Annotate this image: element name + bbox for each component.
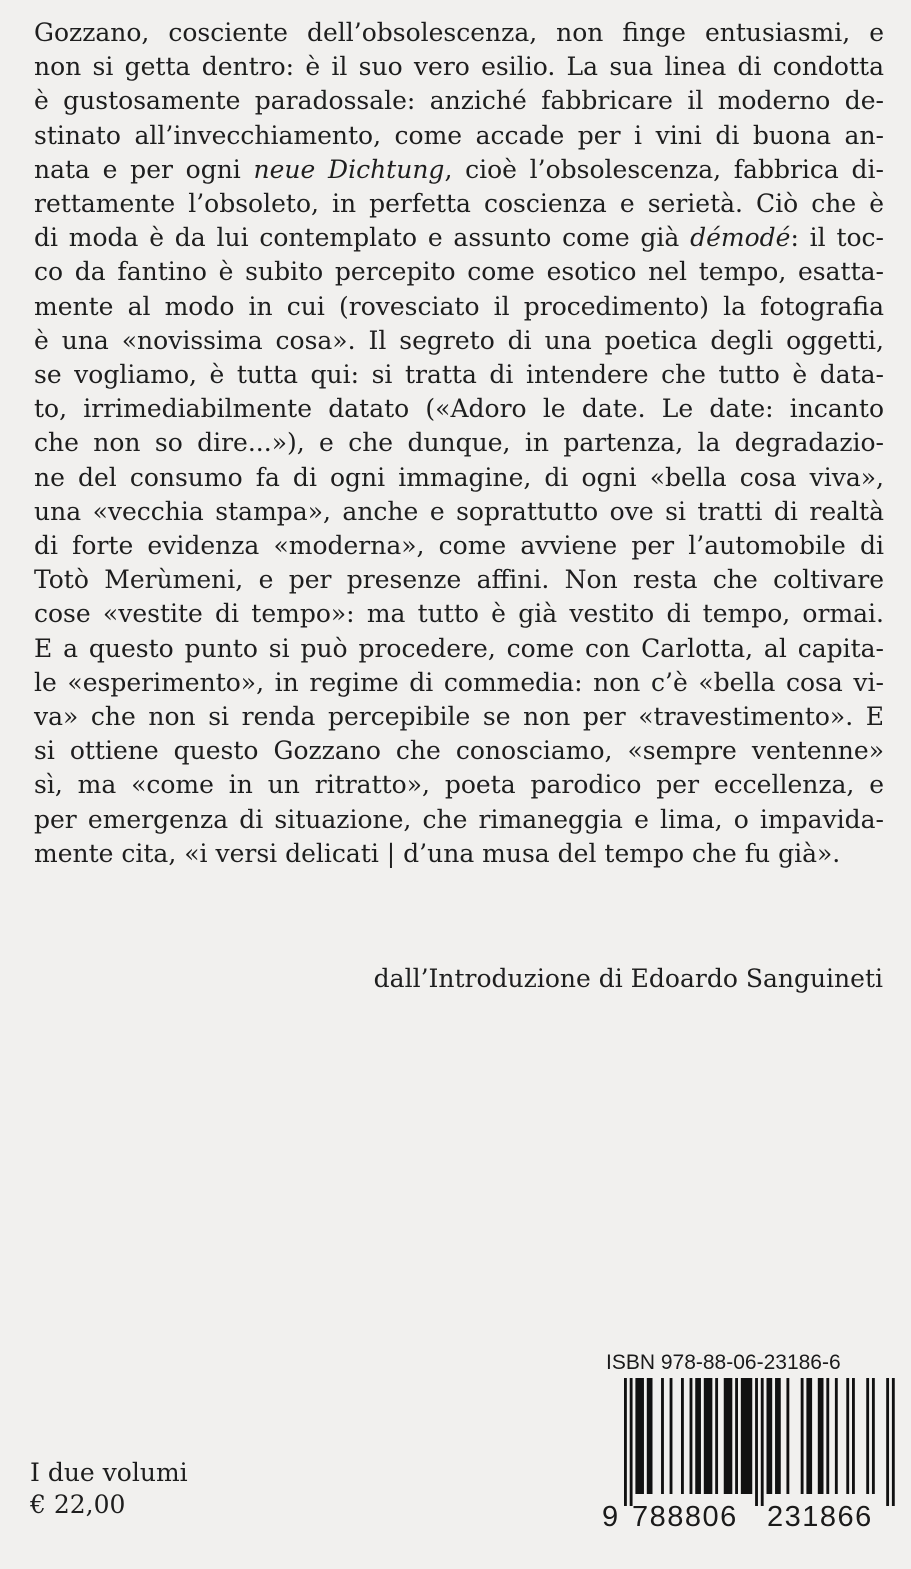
blurb-segment: non si getta dentro: è il suo vero esilio. La sua linea di condotta — [34, 52, 884, 82]
blurb-segment: le «esperimento», in regime di commedia: non c’è «bella cosa vi- — [34, 667, 884, 697]
blurb-segment: che non so dire...»), e che dunque, in partenza, la degradazio- — [34, 428, 884, 458]
blurb-line — [34, 187, 884, 221]
barcode-bar — [835, 1378, 838, 1494]
blurb-line — [34, 16, 884, 50]
barcode-bar — [786, 1378, 789, 1494]
blurb-line — [34, 734, 884, 768]
blurb-segment: Gozzano, cosciente dell’obsolescenza, non finge entusiasmi, e — [34, 18, 884, 47]
blurb-line — [34, 290, 884, 324]
blurb-segment: ne del consumo fa di ogni immagine, di ogni «bella cosa viva», — [34, 462, 884, 492]
blurb-line — [34, 768, 884, 802]
blurb-segment: cose «vestite di tempo»: ma tutto è già vestito di tempo, ormai. — [34, 599, 884, 629]
blurb-segment: Totò Merùmeni, e per presenze affini. Non resta che coltivare — [34, 565, 884, 595]
blurb-segment: se vogliamo, è tutta qui: si tratta di intendere che tutto è data- — [34, 360, 884, 390]
blurb-line — [34, 461, 884, 495]
barcode-bar — [846, 1378, 849, 1494]
barcode-bar — [826, 1378, 829, 1494]
blurb-line — [34, 392, 884, 426]
barcode-digit-first: 9 — [602, 1501, 619, 1533]
blurb-line — [34, 153, 884, 187]
blurb-segment: , cioè l’obsolescenza, fabbrica di- — [444, 154, 884, 184]
blurb-line — [34, 221, 884, 255]
blurb-segment: si ottiene questo Gozzano che conosciamo, «sempre ventenne» — [34, 736, 884, 766]
blurb-segment: per emergenza di situazione, che rimaneggia e lima, o impavida- — [34, 804, 884, 834]
blurb-segment: di forte evidenza «moderna», come avviene per l’automobile di — [34, 531, 884, 561]
blurb-segment: una «vecchia stampa», anche e soprattutto ove si tratti di realtà — [34, 496, 884, 526]
blurb-line — [34, 426, 884, 460]
barcode-bar — [661, 1378, 664, 1494]
blurb-segment: co da fantino è subito percepito come esotico nel tempo, esatta- — [34, 257, 884, 287]
blurb-segment: è gustosamente paradossale: anziché fabbricare il moderno de- — [34, 86, 884, 116]
barcode-bar — [647, 1378, 653, 1494]
barcode-bar — [818, 1378, 824, 1494]
blurb-line — [34, 837, 884, 871]
barcode-bar — [872, 1378, 875, 1494]
blurb-segment: mente cita, «i versi delicati | d’una musa del tempo che fu già». — [34, 838, 841, 868]
barcode-bar — [767, 1378, 773, 1494]
blurb-line — [34, 50, 884, 84]
barcode-bar — [866, 1378, 869, 1494]
barcode-digits-left: 788806 — [632, 1501, 738, 1533]
blurb-line — [34, 563, 884, 597]
barcode-guard-bar — [892, 1378, 895, 1506]
blurb-line — [34, 632, 884, 666]
barcode-bar — [715, 1378, 718, 1494]
barcode-guard-bar — [755, 1378, 758, 1506]
blurb-line — [34, 119, 884, 153]
blurb-segment: va» che non si renda percepibile se non per «travestimento». E — [34, 702, 884, 732]
blurb-line — [34, 255, 884, 289]
blurb-segment: nata e per ogni — [34, 154, 254, 184]
barcode-bar — [806, 1378, 812, 1494]
barcode-bar — [775, 1378, 781, 1494]
blurb-line — [34, 358, 884, 392]
barcode-guard-bar — [630, 1378, 633, 1506]
blurb-segment: : il toc- — [790, 223, 884, 253]
blurb-italic-phrase: démodé — [690, 223, 791, 253]
barcode-bar — [690, 1378, 693, 1494]
barcode-guard-bar — [761, 1378, 764, 1506]
barcode-guard-bar — [624, 1378, 627, 1506]
barcode-bar — [741, 1378, 752, 1494]
blurb-line — [34, 84, 884, 118]
barcode-bar — [704, 1378, 713, 1494]
blurb-segment: di moda è da lui contemplato e assunto come già — [34, 223, 691, 253]
blurb-text — [34, 16, 884, 871]
blurb-line — [34, 700, 884, 734]
blurb-segment: mente al modo in cui (rovesciato il procedimento) la fotografia — [34, 291, 884, 321]
barcode-bar — [635, 1378, 644, 1494]
isbn-label: ISBN 978-88-06-23186-6 — [606, 1351, 841, 1374]
barcode-bar — [735, 1378, 738, 1494]
barcode-guard-bar — [886, 1378, 889, 1506]
barcode-bar — [852, 1378, 855, 1494]
barcode-bar — [681, 1378, 684, 1494]
blurb-line — [34, 597, 884, 631]
blurb-line — [34, 529, 884, 563]
blurb-segment: E a questo punto si può procedere, come con Carlotta, al capita- — [34, 633, 884, 663]
barcode-digits-right: 231866 — [767, 1501, 873, 1533]
blurb-line — [34, 495, 884, 529]
blurb-line — [34, 666, 884, 700]
barcode-bar — [695, 1378, 701, 1494]
barcode-block — [600, 1350, 900, 1550]
blurb-italic-phrase: neue Dichtung — [253, 154, 445, 184]
barcode-icon — [600, 1378, 900, 1506]
attribution: dall’Introduzione di Edoardo Sanguineti — [373, 964, 883, 993]
volumes-label: I due volumi — [30, 1458, 188, 1487]
blurb-segment: to, irrimediabilmente datato («Adoro le date. Le date: incanto — [34, 394, 884, 424]
barcode-bar — [801, 1378, 804, 1494]
price: € 22,00 — [30, 1490, 126, 1519]
blurb-segment: sì, ma «come in un ritratto», poeta parodico per eccellenza, e — [34, 770, 884, 800]
blurb-segment: rettamente l’obsoleto, in perfetta coscienza e serietà. Ciò che è — [34, 189, 884, 219]
blurb-line — [34, 803, 884, 837]
blurb-segment: stinato all’invecchiamento, come accade per i vini di buona an- — [34, 120, 884, 150]
blurb-line — [34, 324, 884, 358]
barcode-bar — [670, 1378, 673, 1494]
blurb-segment: è una «novissima cosa». Il segreto di una poetica degli oggetti, — [34, 325, 884, 355]
barcode-bar — [724, 1378, 733, 1494]
